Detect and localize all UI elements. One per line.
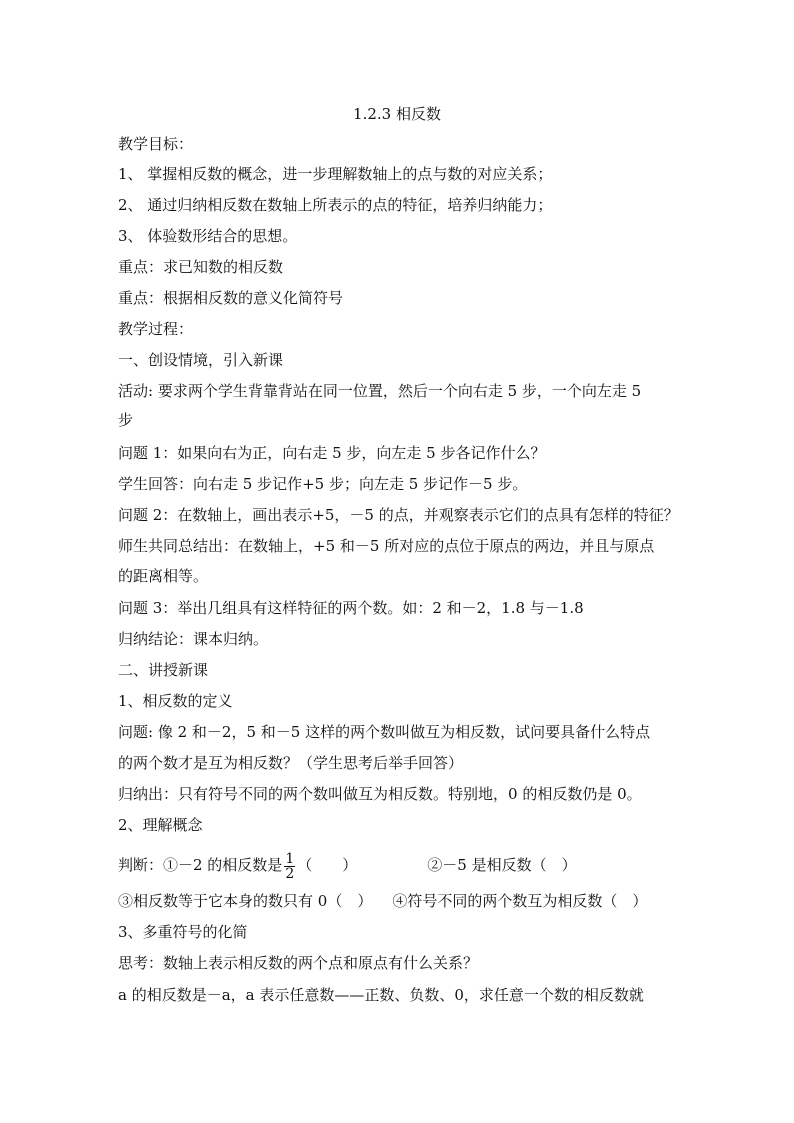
- activity-text: 活动: 要求两个学生背靠背站在同一位置，然后一个向右走 5 步，一个向左走 5: [118, 382, 642, 400]
- part-2-heading: 二、讲授新课: [118, 661, 209, 679]
- key-point-2: 重点：根据相反数的意义化简符号: [118, 289, 344, 307]
- part-1-heading: 一、创设情境，引入新课: [118, 351, 284, 369]
- judge-3-text: ③相反数等于它本身的数只有 0（ ）: [118, 892, 373, 910]
- objective-1: 1、 掌握相反数的概念，进一步理解数轴上的点与数的对应关系；: [118, 165, 553, 183]
- question-1: 问题 1：如果向右为正，向右走 5 步，向左走 5 步各记作什么？: [118, 444, 546, 462]
- definition-text: 归纳出：只有符号不同的两个数叫做互为相反数。特别地，0 的相反数仍是 0。: [118, 785, 642, 803]
- section-heading-objectives: 教学目标：: [118, 135, 194, 153]
- judge-1-blank: （ ）: [297, 856, 358, 874]
- summary-text-cont: 的距离相等。: [118, 567, 209, 585]
- think-question: 思考：数轴上表示相反数的两个点和原点有什么关系？: [118, 954, 479, 972]
- objective-3: 3、 体验数形结合的思想。: [118, 227, 298, 245]
- subheading-simplify: 3、多重符号的化简: [118, 923, 248, 941]
- conclusion: 归纳结论：课本归纳。: [118, 630, 269, 648]
- judge-row-1: [118, 849, 678, 881]
- objective-2: 2、 通过归纳相反数在数轴上所表示的点的特征，培养归纳能力；: [118, 196, 553, 214]
- opposite-explanation: a 的相反数是－a，a 表示任意数——正数、负数、0，求任意一个数的相反数就: [118, 986, 644, 1004]
- activity-text-cont: 步: [118, 411, 134, 429]
- judge-row-2: [118, 891, 678, 911]
- subheading-definition: 1、相反数的定义: [118, 692, 233, 710]
- page-title: 1.2.3 相反数: [353, 105, 441, 123]
- judge-1-text: 判断：①－2 的相反数是: [118, 856, 283, 874]
- question-definition: 问题: 像 2 和－2，5 和－5 这样的两个数叫做互为相反数，试问要具备什么特点: [118, 723, 651, 741]
- question-2: 问题 2：在数轴上，画出表示+5，－5 的点，并观察表示它们的点具有怎样的特征？: [118, 506, 679, 524]
- key-point-1: 重点：求已知数的相反数: [118, 258, 284, 276]
- section-heading-process: 教学过程：: [118, 320, 194, 338]
- fraction-one-half: $\frac{1}{2}$: [285, 850, 295, 882]
- subheading-concept: 2、理解概念: [118, 816, 203, 834]
- judge-4-text: ④符号不同的两个数互为相反数（ ）: [392, 892, 648, 910]
- question-3: 问题 3：举出几组具有这样特征的两个数。如：2 和－2，1.8 与－1.8: [118, 599, 584, 617]
- summary-text: 师生共同总结出：在数轴上，+5 和－5 所对应的点位于原点的两边，并且与原点: [118, 537, 655, 555]
- student-answer: 学生回答：向右走 5 步记作+5 步；向左走 5 步记作－5 步。: [118, 475, 528, 493]
- judge-2-text: ②－5 是相反数（ ）: [427, 856, 577, 874]
- question-definition-cont: 的两个数才是互为相反数？（学生思考后举手回答）: [118, 754, 464, 772]
